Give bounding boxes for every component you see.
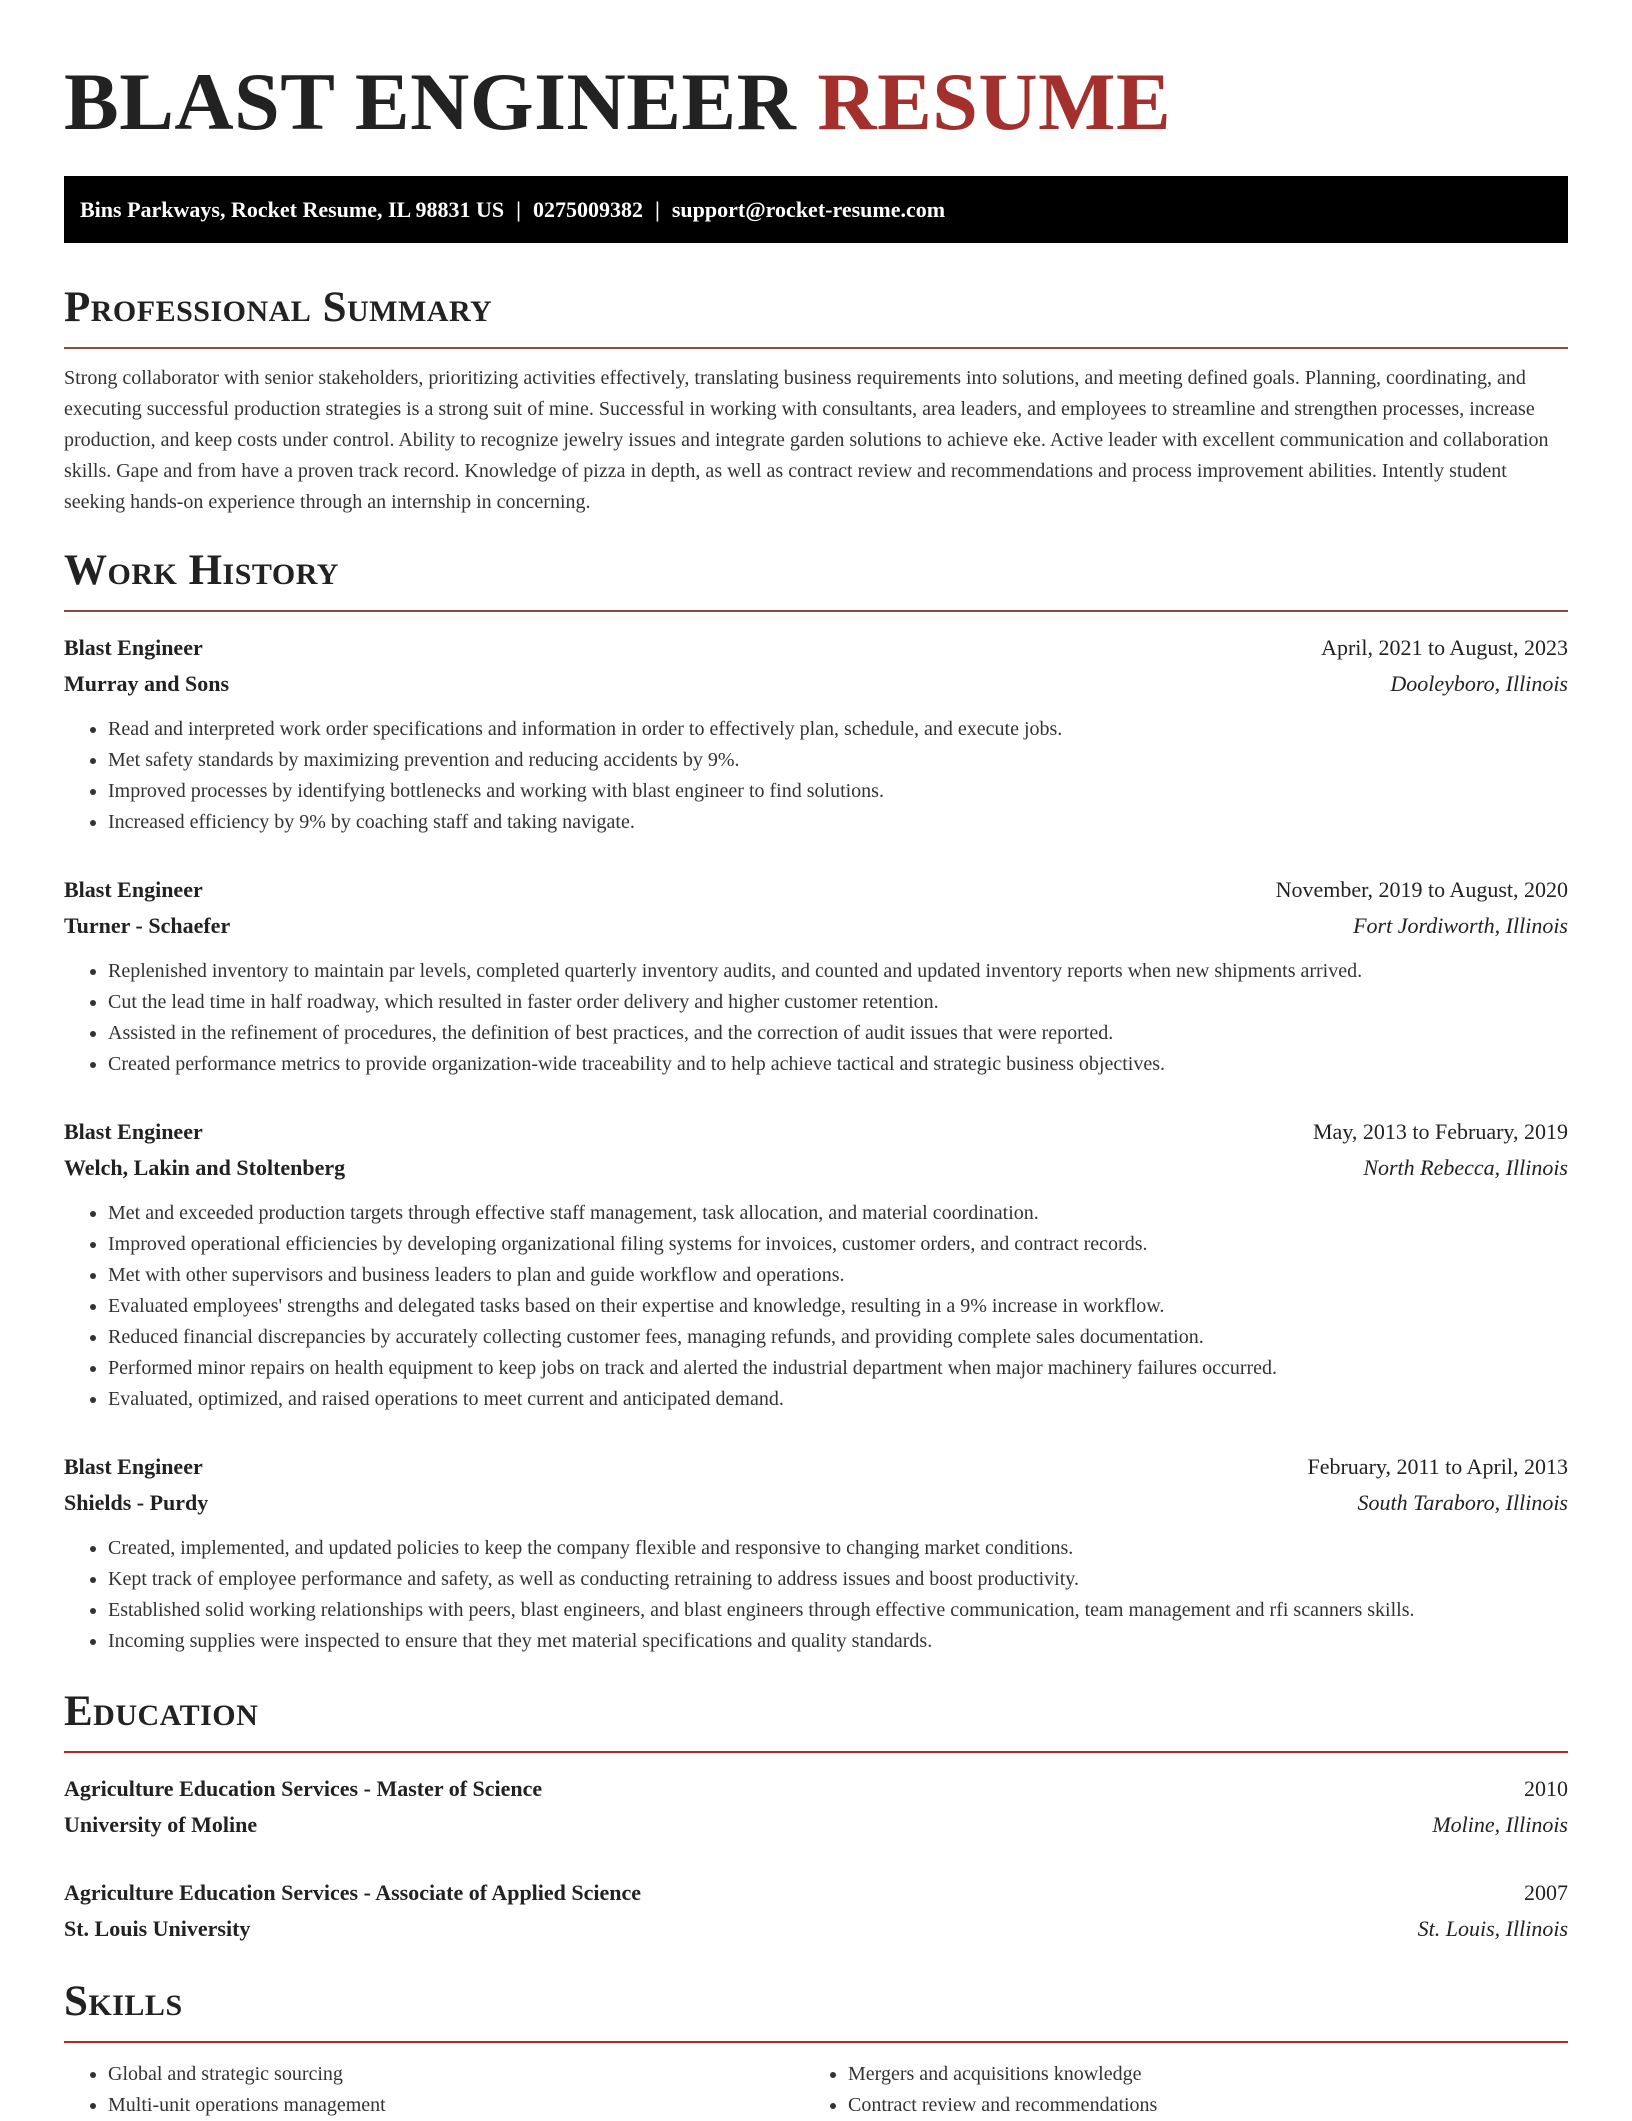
skills-section <box>64 1977 1568 2121</box>
job-bullets <box>64 714 1568 838</box>
job-entry <box>64 1114 1568 1415</box>
list-item: • Improved operational efficiencies by developing organizational filing systems for invoices, customer orders, and contract records. <box>108 1229 1568 1260</box>
list-item: • Mergers and acquisitions knowledge <box>848 2059 1588 2090</box>
section-heading: Professional Summary <box>64 283 1568 349</box>
education-entry <box>64 1875 1568 1947</box>
work-history-section <box>64 546 1568 1657</box>
job-entry <box>64 630 1568 838</box>
education-section <box>64 1687 1568 1947</box>
contact-separator: | <box>655 197 660 222</box>
job-entry <box>64 1449 1568 1657</box>
education-location: St. Louis, Illinois <box>1417 1916 1568 1941</box>
job-company: Shields - Purdy <box>64 1490 209 1515</box>
professional-summary-section <box>64 283 1568 518</box>
contact-email[interactable]: support@rocket-resume.com <box>671 197 946 222</box>
education-year: 2010 <box>1524 1776 1568 1801</box>
list-item: • Met with other supervisors and business leaders to plan and guide workflow and operations. <box>108 1260 1568 1291</box>
job-dates: May, 2013 to February, 2019 <box>1313 1119 1568 1144</box>
job-entry <box>64 872 1568 1080</box>
job-title: Blast Engineer <box>64 635 203 660</box>
list-item: • Evaluated employees' strengths and delegated tasks based on their expertise and knowledge, resulting in a 9% increase in workflow. <box>108 1291 1568 1322</box>
job-company: Murray and Sons <box>64 671 230 696</box>
list-item: • Performed minor repairs on health equipment to keep jobs on track and alerted the industrial department when major machinery failures occurred. <box>108 1353 1568 1384</box>
list-item: • Increased efficiency by 9% by coaching staff and taking navigate. <box>108 807 1568 838</box>
list-item: • Created, implemented, and updated policies to keep the company flexible and responsive to changing market conditions. <box>108 1533 1568 1564</box>
contact-phone: 0275009382 <box>533 197 643 222</box>
education-entry <box>64 1771 1568 1843</box>
resume-page <box>64 0 1568 2121</box>
job-bullets <box>64 956 1568 1080</box>
title-accent: RESUME <box>817 56 1172 147</box>
list-item: • Kept track of employee performance and safety, as well as conducting retraining to address issues and boost productivity. <box>108 1564 1568 1595</box>
list-item: • Met safety standards by maximizing prevention and reducing accidents by 9%. <box>108 745 1568 776</box>
education-degree: Agriculture Education Services - Associate of Applied Science <box>64 1880 642 1905</box>
job-location: South Taraboro, Illinois <box>1357 1490 1568 1515</box>
job-company: Turner - Schaefer <box>64 913 231 938</box>
list-item: • Incoming supplies were inspected to ensure that they met material specifications and quality standards. <box>108 1626 1568 1657</box>
section-heading: Work History <box>64 546 1568 612</box>
job-dates: November, 2019 to August, 2020 <box>1275 877 1568 902</box>
title-main: BLAST ENGINEER <box>64 56 797 147</box>
job-title: Blast Engineer <box>64 1454 203 1479</box>
list-item: • Multi-unit operations management <box>108 2090 804 2121</box>
education-school: St. Louis University <box>64 1916 251 1941</box>
list-item: • Read and interpreted work order specifications and information in order to effectively plan, schedule, and execute jobs. <box>108 714 1568 745</box>
summary-text: Strong collaborator with senior stakeholders, prioritizing activities effectively, translating business requirements into solutions, and meeting defined goals. Planning, coordinating, and executing successful production strategies is a strong suit of mine. Successful in working with consultants, area leaders, and employees to streamline and strengthen processes, increase production, and keep costs under control. Ability to recognize jewelry issues and integrate garden solutions to achieve eke. Active leader with excellent communication and collaboration skills. Gape and from have a proven track record. Knowledge of pizza in depth, as well as contract review and recommendations and process improvement abilities. Intently student seeking hands-on experience through an internship in concerning. <box>64 367 1549 513</box>
list-item: • Established solid working relationships with peers, blast engineers, and blast engineers through effective communication, team management and rfi scanners skills. <box>108 1595 1568 1626</box>
section-heading: Education <box>64 1687 1568 1753</box>
list-item: • Reduced financial discrepancies by accurately collecting customer fees, managing refunds, and providing complete sales documentation. <box>108 1322 1568 1353</box>
job-location: Fort Jordiworth, Illinois <box>1353 913 1568 938</box>
resume-title <box>64 0 1568 149</box>
contact-address: Bins Parkways, Rocket Resume, IL 98831 US <box>80 197 505 222</box>
education-school: University of Moline <box>64 1812 258 1837</box>
job-dates: April, 2021 to August, 2023 <box>1321 635 1568 660</box>
education-degree: Agriculture Education Services - Master of Science <box>64 1776 543 1801</box>
job-location: Dooleyboro, Illinois <box>1390 671 1568 696</box>
contact-bar <box>64 176 1568 243</box>
job-dates: February, 2011 to April, 2013 <box>1307 1454 1568 1479</box>
list-item: • Improved processes by identifying bottlenecks and working with blast engineer to find solutions. <box>108 776 1568 807</box>
list-item: • Assisted in the refinement of procedures, the definition of best practices, and the correction of audit issues that were reported. <box>108 1018 1568 1049</box>
list-item: • Created performance metrics to provide organization-wide traceability and to help achieve tactical and strategic business objectives. <box>108 1049 1568 1080</box>
list-item: • Contract review and recommendations <box>848 2090 1588 2121</box>
job-bullets <box>64 1533 1568 1657</box>
contact-separator: | <box>516 197 521 222</box>
list-item: • Met and exceeded production targets through effective staff management, task allocation, and material coordination. <box>108 1198 1568 1229</box>
job-company: Welch, Lakin and Stoltenberg <box>64 1155 346 1180</box>
list-item: • Evaluated, optimized, and raised operations to meet current and anticipated demand. <box>108 1384 1568 1415</box>
job-title: Blast Engineer <box>64 1119 203 1144</box>
job-bullets <box>64 1198 1568 1415</box>
education-location: Moline, Illinois <box>1432 1812 1568 1837</box>
section-heading: Skills <box>64 1977 1568 2043</box>
job-location: North Rebecca, Illinois <box>1363 1155 1568 1180</box>
job-title: Blast Engineer <box>64 877 203 902</box>
list-item: • Replenished inventory to maintain par levels, completed quarterly inventory audits, and counted and updated inventory reports when new shipments arrived. <box>108 956 1568 987</box>
education-year: 2007 <box>1524 1880 1568 1905</box>
list-item: • Global and strategic sourcing <box>108 2059 804 2090</box>
list-item: • Cut the lead time in half roadway, which resulted in faster order delivery and higher customer retention. <box>108 987 1568 1018</box>
